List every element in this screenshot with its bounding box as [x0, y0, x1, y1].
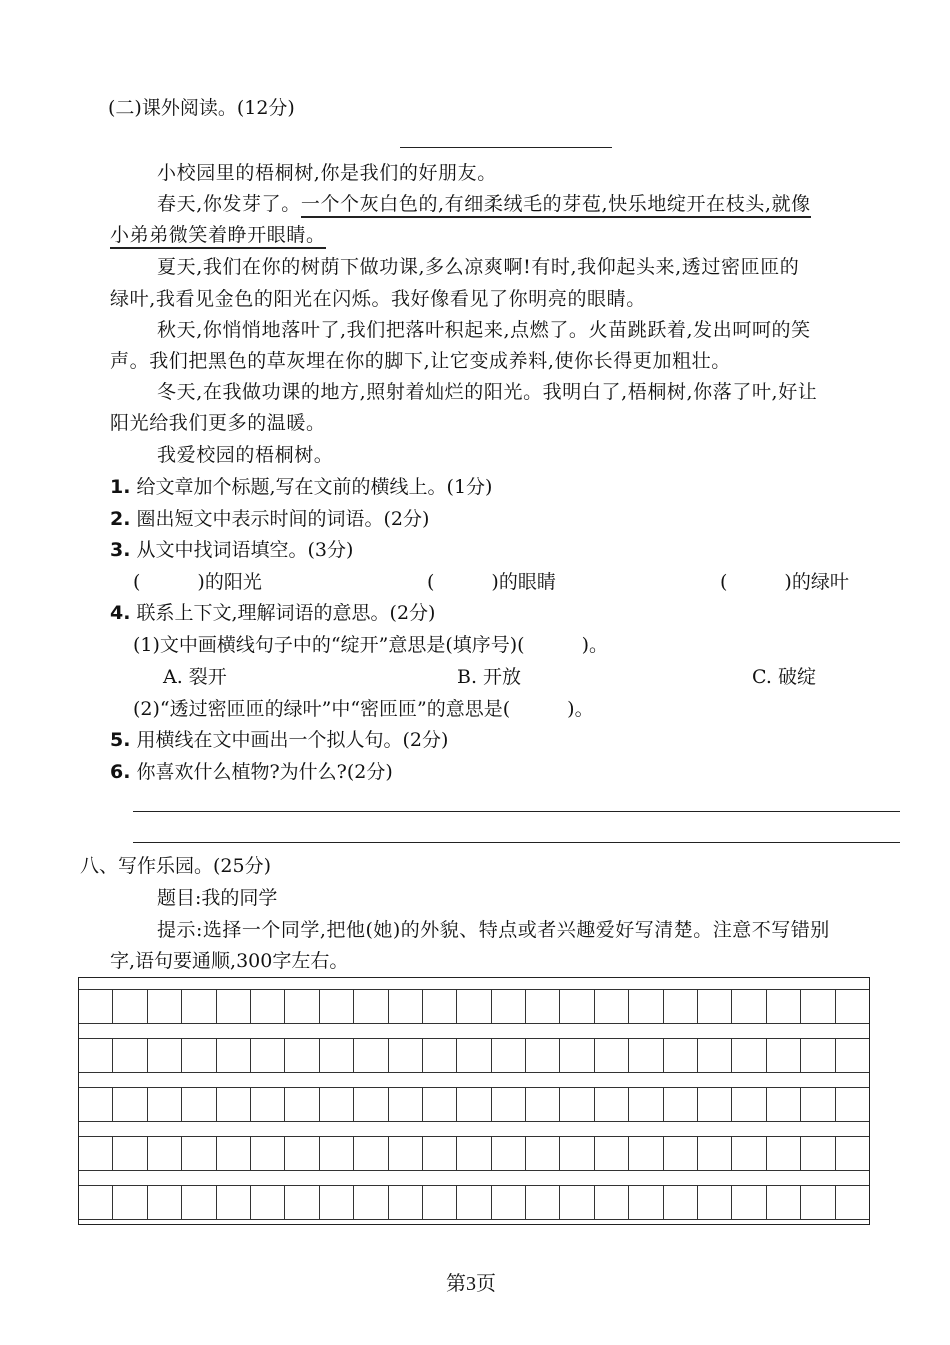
grid-cell[interactable] [284, 1136, 318, 1171]
grid-cell[interactable] [525, 989, 559, 1024]
grid-cell[interactable] [800, 1087, 834, 1122]
grid-cell[interactable] [628, 1038, 662, 1073]
grid-cell[interactable] [353, 1136, 387, 1171]
question-5-number: 5. [110, 729, 131, 751]
grid-cell[interactable] [491, 1038, 525, 1073]
grid-cell[interactable] [388, 1087, 422, 1122]
grid-cell[interactable] [319, 989, 353, 1024]
grid-cell[interactable] [456, 1136, 490, 1171]
question-1-text: 给文章加个标题,写在文前的横线上。(1分) [136, 476, 493, 498]
question-4-sub-2: (2)“透过密匝匝的绿叶”中“密匝匝”的意思是( )。 [133, 698, 594, 720]
grid-cell[interactable] [319, 1038, 353, 1073]
grid-cell[interactable] [697, 989, 731, 1024]
grid-cell[interactable] [697, 1185, 731, 1220]
grid-cell[interactable] [181, 1038, 215, 1073]
writing-grid[interactable] [78, 977, 870, 1225]
fill-blank-1[interactable]: ( )的阳光 [133, 571, 262, 593]
grid-cell[interactable] [216, 1038, 250, 1073]
option-a[interactable]: A. 裂开 [163, 666, 227, 688]
grid-cell[interactable] [422, 1136, 456, 1171]
grid-cell[interactable] [628, 989, 662, 1024]
question-4-number: 4. [110, 602, 131, 624]
grid-cell[interactable] [731, 1038, 765, 1073]
story-paragraph-3-line-2: 绿叶,我看见金色的阳光在闪烁。我好像看见了你明亮的眼睛。 [110, 288, 646, 310]
grid-cell[interactable] [250, 1185, 284, 1220]
question-3-number: 3. [110, 539, 131, 561]
grid-cell[interactable] [388, 989, 422, 1024]
grid-cell[interactable] [112, 1038, 146, 1073]
grid-cell[interactable] [766, 1185, 800, 1220]
grid-cell[interactable] [112, 989, 146, 1024]
grid-cell[interactable] [456, 989, 490, 1024]
grid-cell[interactable] [319, 1087, 353, 1122]
grid-cell[interactable] [422, 1185, 456, 1220]
grid-cell[interactable] [147, 1185, 181, 1220]
grid-row [79, 1038, 869, 1073]
fill-blank-3[interactable]: ( )的绿叶 [720, 571, 849, 593]
grid-cell[interactable] [456, 1185, 490, 1220]
grid-cell[interactable] [491, 1087, 525, 1122]
story-p2-text: 春天,你发芽了。 [157, 193, 301, 215]
question-4 [110, 598, 435, 625]
grid-cell[interactable] [525, 1185, 559, 1220]
grid-cell[interactable] [422, 989, 456, 1024]
grid-cell[interactable] [422, 1038, 456, 1073]
grid-cell[interactable] [79, 1136, 112, 1171]
story-paragraph-1: 小校园里的梧桐树,你是我们的好朋友。 [157, 162, 497, 184]
grid-cell[interactable] [353, 1087, 387, 1122]
grid-cell[interactable] [731, 1136, 765, 1171]
answer-line-2[interactable] [133, 842, 900, 843]
grid-cell[interactable] [319, 1136, 353, 1171]
grid-cell[interactable] [525, 1087, 559, 1122]
grid-cell[interactable] [491, 1185, 525, 1220]
grid-cell[interactable] [731, 989, 765, 1024]
question-4-sub-1: (1)文中画横线句子中的“绽开”意思是(填序号)( )。 [133, 634, 608, 656]
page-number: 第3页 [446, 1273, 496, 1295]
grid-cell[interactable] [79, 1185, 112, 1220]
grid-cell[interactable] [147, 1136, 181, 1171]
grid-cell[interactable] [628, 1087, 662, 1122]
story-paragraph-4-line-2: 声。我们把黑色的草灰埋在你的脚下,让它变成养料,使你长得更加粗壮。 [110, 350, 731, 372]
grid-cell[interactable] [594, 989, 628, 1024]
story-paragraph-5-line-1: 冬天,在我做功课的地方,照射着灿烂的阳光。我明白了,梧桐树,你落了叶,好让 [157, 381, 818, 403]
grid-cell[interactable] [697, 1038, 731, 1073]
grid-cell[interactable] [353, 1185, 387, 1220]
grid-cell[interactable] [112, 1185, 146, 1220]
story-paragraph-3-line-1: 夏天,我们在你的树荫下做功课,多么凉爽啊!有时,我仰起头来,透过密匝匝的 [157, 256, 800, 278]
grid-cell[interactable] [319, 1185, 353, 1220]
grid-cell[interactable] [147, 1087, 181, 1122]
answer-line-1[interactable] [133, 811, 900, 812]
grid-cell[interactable] [663, 1038, 697, 1073]
grid-cell[interactable] [559, 1185, 593, 1220]
question-2 [110, 504, 429, 531]
question-2-text: 圈出短文中表示时间的词语。(2分) [136, 508, 430, 530]
grid-cell[interactable] [800, 1136, 834, 1171]
grid-cell[interactable] [181, 1136, 215, 1171]
grid-row [79, 1087, 869, 1122]
grid-cell[interactable] [250, 1087, 284, 1122]
grid-cell[interactable] [79, 989, 112, 1024]
story-paragraph-6: 我爱校园的梧桐树。 [157, 444, 334, 466]
grid-cell[interactable] [594, 1136, 628, 1171]
question-3 [110, 535, 353, 562]
grid-cell[interactable] [250, 1038, 284, 1073]
section-heading-writing: 八、写作乐园。(25分) [80, 855, 272, 877]
grid-cell[interactable] [491, 1136, 525, 1171]
grid-cell[interactable] [388, 1038, 422, 1073]
question-3-text: 从文中找词语填空。(3分) [136, 539, 354, 561]
grid-cell[interactable] [663, 1136, 697, 1171]
section-heading-reading: (二)课外阅读。(12分) [108, 97, 295, 119]
question-1 [110, 472, 492, 499]
grid-cell[interactable] [835, 1185, 869, 1220]
question-5 [110, 725, 448, 752]
grid-cell[interactable] [628, 1136, 662, 1171]
grid-cell[interactable] [800, 989, 834, 1024]
grid-cell[interactable] [181, 989, 215, 1024]
grid-cell[interactable] [594, 1087, 628, 1122]
grid-cell[interactable] [216, 989, 250, 1024]
fill-blank-2[interactable]: ( )的眼睛 [427, 571, 556, 593]
grid-cell[interactable] [491, 989, 525, 1024]
question-2-number: 2. [110, 508, 131, 530]
writing-hint-line-2: 字,语句要通顺,300字左右。 [110, 950, 349, 972]
grid-row [79, 1136, 869, 1171]
story-paragraph-2-line-2 [110, 220, 326, 247]
story-paragraph-5-line-2: 阳光给我们更多的温暖。 [110, 412, 326, 434]
grid-cell[interactable] [525, 1136, 559, 1171]
story-paragraph-2-line-1 [157, 189, 811, 216]
grid-cell[interactable] [559, 989, 593, 1024]
grid-cell[interactable] [697, 1136, 731, 1171]
grid-cell[interactable] [594, 1185, 628, 1220]
grid-cell[interactable] [181, 1087, 215, 1122]
grid-row [79, 1185, 869, 1220]
grid-cell[interactable] [388, 1185, 422, 1220]
grid-cell[interactable] [284, 1185, 318, 1220]
underlined-sentence-end: 小弟弟微笑着睁开眼睛。 [110, 224, 326, 249]
option-b[interactable]: B. 开放 [457, 666, 522, 688]
grid-cell[interactable] [697, 1087, 731, 1122]
title-blank-line[interactable] [400, 147, 612, 148]
grid-cell[interactable] [112, 1136, 146, 1171]
grid-cell[interactable] [112, 1087, 146, 1122]
grid-cell[interactable] [216, 1087, 250, 1122]
grid-cell[interactable] [79, 1038, 112, 1073]
grid-cell[interactable] [525, 1038, 559, 1073]
grid-cell[interactable] [147, 989, 181, 1024]
grid-cell[interactable] [663, 989, 697, 1024]
grid-cell[interactable] [594, 1038, 628, 1073]
grid-cell[interactable] [835, 1038, 869, 1073]
grid-cell[interactable] [766, 1136, 800, 1171]
grid-cell[interactable] [422, 1087, 456, 1122]
grid-cell[interactable] [388, 1136, 422, 1171]
grid-cell[interactable] [628, 1185, 662, 1220]
underlined-sentence: 一个个灰白色的,有细柔绒毛的芽苞,快乐地绽开在枝头,就像 [301, 193, 811, 218]
grid-cell[interactable] [284, 989, 318, 1024]
grid-cell[interactable] [663, 1087, 697, 1122]
grid-cell[interactable] [800, 1038, 834, 1073]
grid-cell[interactable] [216, 1185, 250, 1220]
question-6-number: 6. [110, 761, 131, 783]
option-c[interactable]: C. 破绽 [752, 666, 816, 688]
grid-cell[interactable] [731, 1087, 765, 1122]
grid-cell[interactable] [835, 1136, 869, 1171]
grid-cell[interactable] [456, 1087, 490, 1122]
grid-cell[interactable] [284, 1038, 318, 1073]
grid-cell[interactable] [766, 1038, 800, 1073]
grid-cell[interactable] [353, 989, 387, 1024]
grid-cell[interactable] [800, 1185, 834, 1220]
story-paragraph-4-line-1: 秋天,你悄悄地落叶了,我们把落叶积起来,点燃了。火苗跳跃着,发出呵呵的笑 [157, 319, 811, 341]
grid-cell[interactable] [731, 1185, 765, 1220]
grid-cell[interactable] [766, 1087, 800, 1122]
grid-cell[interactable] [663, 1185, 697, 1220]
question-1-number: 1. [110, 476, 131, 498]
writing-hint-line-1: 提示:选择一个同学,把他(她)的外貌、特点或者兴趣爱好写清楚。注意不写错别 [157, 919, 830, 941]
question-5-text: 用横线在文中画出一个拟人句。(2分) [136, 729, 449, 751]
grid-cell[interactable] [79, 1087, 112, 1122]
grid-cell[interactable] [250, 989, 284, 1024]
grid-cell[interactable] [559, 1038, 593, 1073]
grid-cell[interactable] [766, 989, 800, 1024]
grid-cell[interactable] [835, 989, 869, 1024]
grid-cell[interactable] [559, 1087, 593, 1122]
grid-cell[interactable] [147, 1038, 181, 1073]
question-4-text: 联系上下文,理解词语的意思。(2分) [136, 602, 436, 624]
grid-cell[interactable] [559, 1136, 593, 1171]
grid-cell[interactable] [250, 1136, 284, 1171]
question-6 [110, 757, 393, 784]
writing-topic: 题目:我的同学 [157, 887, 278, 909]
grid-cell[interactable] [835, 1087, 869, 1122]
grid-cell[interactable] [181, 1185, 215, 1220]
grid-cell[interactable] [353, 1038, 387, 1073]
grid-cell[interactable] [216, 1136, 250, 1171]
grid-row [79, 989, 869, 1024]
question-6-text: 你喜欢什么植物?为什么?(2分) [136, 761, 393, 783]
grid-cell[interactable] [456, 1038, 490, 1073]
grid-cell[interactable] [284, 1087, 318, 1122]
